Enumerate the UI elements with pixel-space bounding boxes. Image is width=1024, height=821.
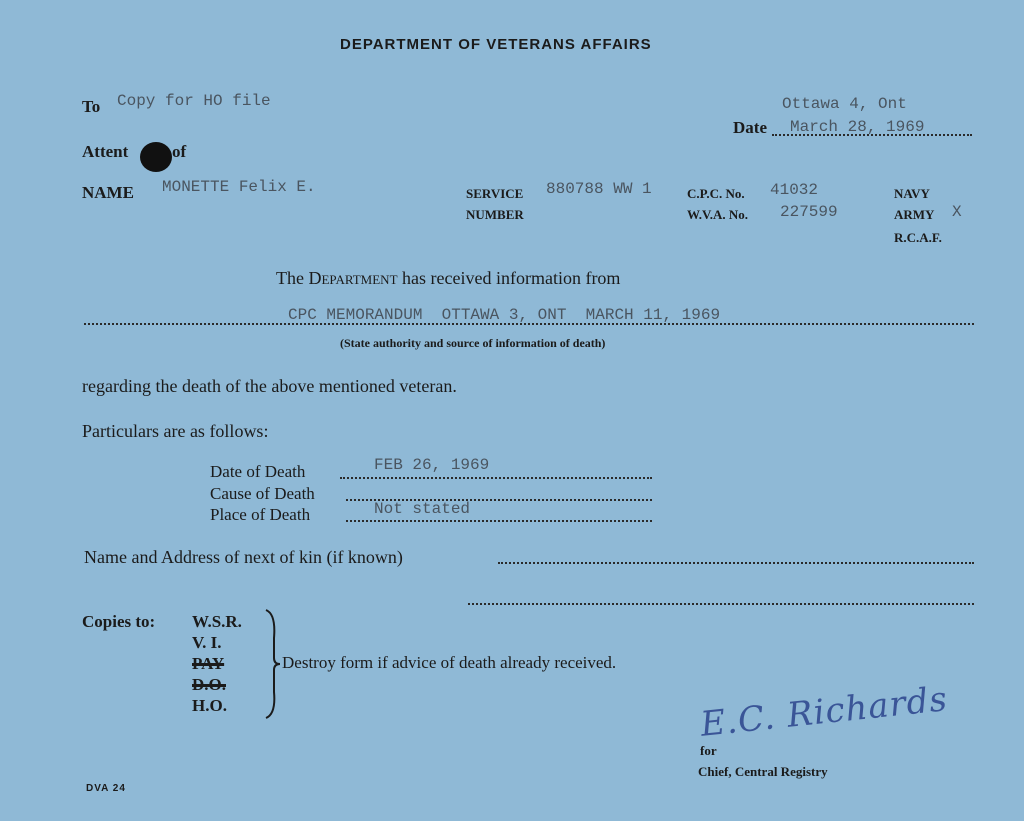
form-code: DVA 24: [86, 783, 126, 794]
cpc-label: C.P.C. No.: [687, 186, 745, 201]
copies-item-vi: V. I.: [192, 633, 222, 652]
copies-item-pay: PAY: [192, 654, 225, 673]
navy-label: NAVY: [894, 186, 930, 201]
destroy-instruction: Destroy form if advice of death already received.: [282, 653, 617, 672]
place-of-death-value: Not stated: [374, 500, 471, 518]
signature-title: Chief, Central Registry: [698, 764, 828, 779]
attention-label-end: of: [172, 142, 187, 161]
wva-value: 227599: [780, 203, 838, 221]
source-value: CPC MEMORANDUM OTTAWA 3, ONT MARCH 11, 1969: [288, 306, 721, 324]
name-label: NAME: [82, 183, 134, 202]
received-suffix: has received information from: [402, 268, 621, 288]
copies-item-do: D.O.: [192, 675, 226, 694]
copies-item-wsr: W.S.R.: [192, 612, 242, 631]
place-value: Ottawa 4, Ont: [782, 95, 907, 113]
cause-of-death-label: Cause of Death: [210, 484, 315, 503]
copies-label: Copies to:: [82, 612, 156, 631]
redaction-mark: [140, 142, 172, 172]
copies-item-ho: H.O.: [192, 696, 227, 715]
date-of-death-value: FEB 26, 1969: [374, 456, 490, 474]
source-line: [84, 323, 974, 325]
next-of-kin-line-1: [498, 562, 974, 564]
copies-brace: [262, 608, 282, 720]
wva-label: W.V.A. No.: [687, 207, 749, 222]
place-of-death-label: Place of Death: [210, 505, 311, 524]
attention-label-start: Attent: [82, 142, 129, 161]
service-number-value: 880788 WW 1: [546, 180, 652, 198]
army-label: ARMY: [894, 207, 935, 222]
signature: E.C. Richards: [698, 679, 950, 745]
rcaf-label: R.C.A.F.: [894, 230, 942, 245]
source-caption: (State authority and source of information of death): [340, 336, 606, 350]
particulars-heading: Particulars are as follows:: [82, 421, 269, 441]
service-label-line2: NUMBER: [466, 207, 524, 222]
cpc-value: 41032: [770, 181, 819, 199]
received-department: Department: [308, 268, 398, 288]
signature-for: for: [700, 743, 717, 758]
next-of-kin-line-2: [468, 603, 974, 605]
next-of-kin-label: Name and Address of next of kin (if known): [84, 547, 403, 567]
service-label-line1: SERVICE: [466, 186, 524, 201]
received-prefix: The: [276, 268, 304, 288]
name-value: MONETTE Felix E.: [162, 178, 316, 196]
date-label: Date: [733, 118, 767, 137]
place-of-death-line: [346, 520, 652, 522]
date-of-death-line: [340, 477, 652, 479]
to-value: Copy for HO file: [117, 92, 271, 110]
regarding-text: regarding the death of the above mentioned veteran.: [82, 376, 457, 396]
date-value: March 28, 1969: [790, 118, 925, 136]
army-mark: X: [952, 203, 962, 221]
received-text: [276, 268, 620, 289]
date-of-death-label: Date of Death: [210, 462, 306, 481]
form-title: DEPARTMENT OF VETERANS AFFAIRS: [340, 36, 652, 53]
to-label: To: [82, 97, 101, 116]
